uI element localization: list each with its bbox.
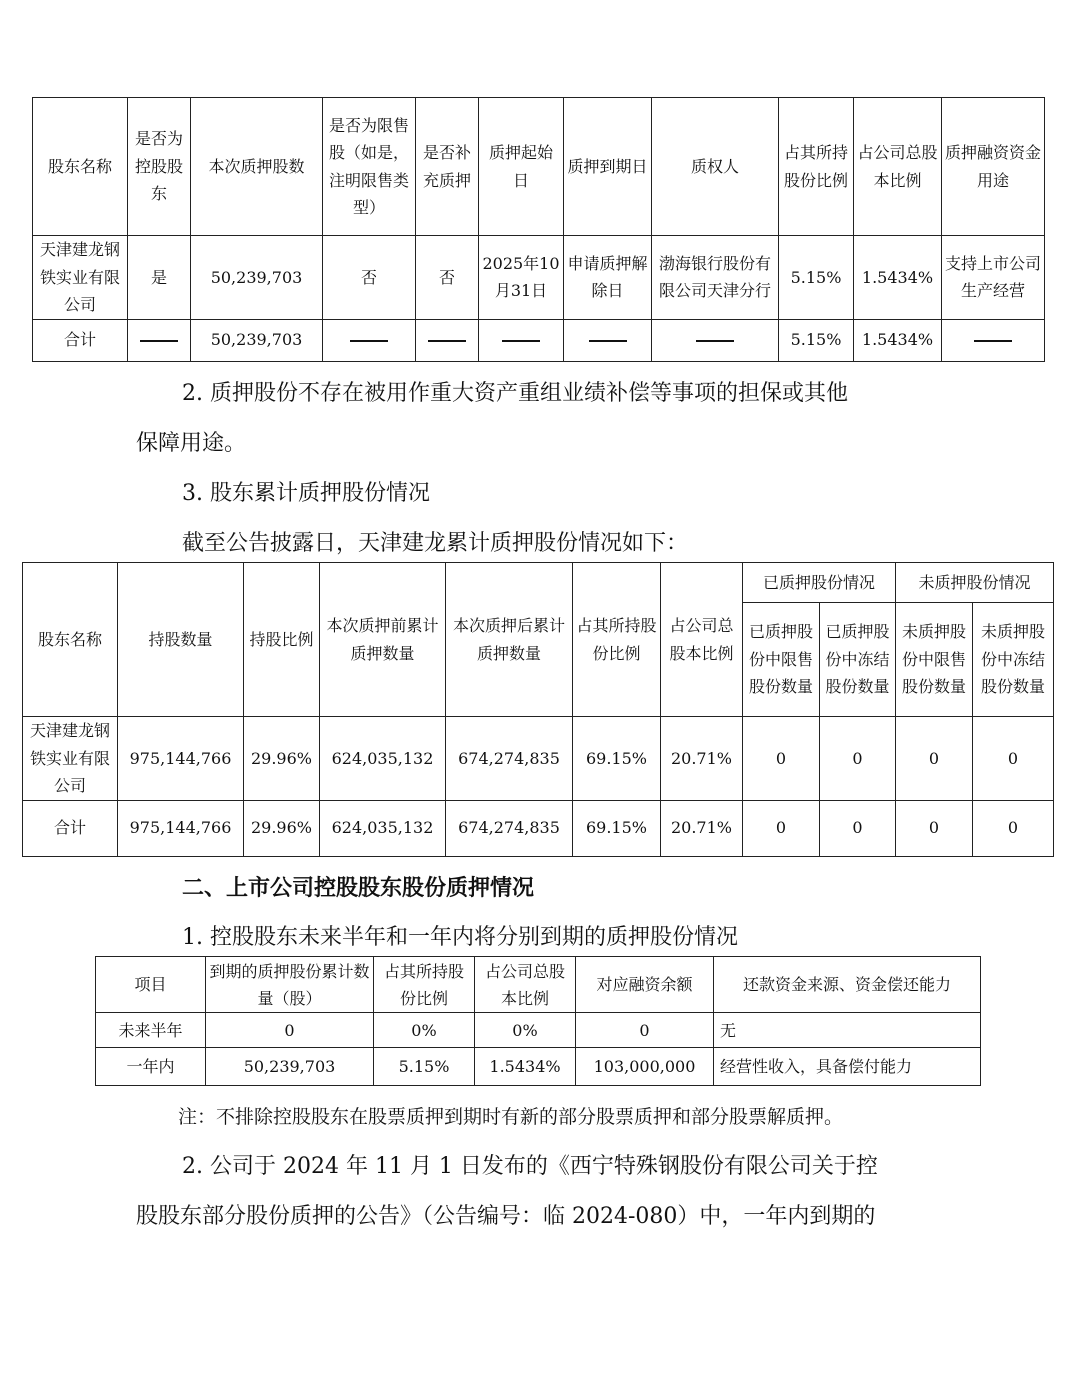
table-cell: 渤海银行股份有限公司天津分行 [652, 236, 779, 320]
pledge-detail-table [32, 97, 1045, 362]
header-cell: 还款资金来源、资金偿还能力 [714, 957, 981, 1013]
table-cell: 无 [714, 1013, 981, 1048]
table-cell: 未来半年 [96, 1013, 206, 1048]
total-label: 合计 [33, 319, 128, 361]
table-cell: 0 [896, 717, 973, 801]
header-cell: 股东名称 [33, 98, 128, 236]
dash-mark [974, 340, 1012, 342]
header-cell: 是否补充质押 [416, 98, 479, 236]
empty-cell [942, 319, 1045, 361]
table-cell: 0 [820, 717, 896, 801]
header-cell: 对应融资余额 [576, 957, 714, 1013]
table-cell: 是 [128, 236, 191, 320]
table-cell: 69.15% [573, 717, 661, 801]
empty-cell [479, 319, 564, 361]
subheader-cell: 未质押股份中限售股份数量 [896, 603, 973, 717]
table-cell: 0 [576, 1013, 714, 1048]
table-row [23, 717, 1054, 801]
table-cell: 0 [743, 717, 820, 801]
dash-mark [140, 340, 178, 342]
empty-cell [416, 319, 479, 361]
header-cell: 是否为限售股（如是，注明限售类型） [323, 98, 416, 236]
header-cell: 质押融资资金用途 [942, 98, 1045, 236]
table-cell: 624,035,132 [320, 717, 446, 801]
empty-cell [564, 319, 652, 361]
table-cell: 天津建龙钢铁实业有限公司 [23, 717, 118, 801]
table-cell: 69.15% [573, 800, 661, 856]
table-cell: 否 [323, 236, 416, 320]
header-cell: 持股数量 [118, 563, 244, 717]
table-cell: 0 [973, 717, 1054, 801]
header-cell: 质权人 [652, 98, 779, 236]
table-cell: 975,144,766 [118, 717, 244, 801]
table-cell: 合计 [23, 800, 118, 856]
table-cell: 5.15% [779, 236, 854, 320]
table-cell: 50,239,703 [206, 1048, 374, 1086]
header-cell: 本次质押后累计质押数量 [446, 563, 573, 717]
empty-cell [652, 319, 779, 361]
paragraph: 3. 股东累计质押股份情况 [182, 481, 430, 506]
paragraph: 截至公告披露日，天津建龙累计质押股份情况如下： [182, 531, 689, 556]
table-cell: 申请质押解除日 [564, 236, 652, 320]
subheader-cell: 已质押股份中限售股份数量 [743, 603, 820, 717]
dash-mark [589, 340, 627, 342]
table-cell: 0 [896, 800, 973, 856]
total-row [23, 800, 1054, 856]
header-cell: 质押到期日 [564, 98, 652, 236]
header-cell: 本次质押前累计质押数量 [320, 563, 446, 717]
header-cell: 占公司总股本比例 [854, 98, 942, 236]
maturity-table [95, 956, 981, 1086]
table-cell: 2025年10月31日 [479, 236, 564, 320]
header-cell: 项目 [96, 957, 206, 1013]
table-header-row [23, 563, 1054, 603]
header-cell: 本次质押股数 [191, 98, 323, 236]
total-ratio-total: 1.5434% [854, 319, 942, 361]
dash-mark [350, 340, 388, 342]
header-cell: 占公司总股本比例 [661, 563, 743, 717]
table-cell: 20.71% [661, 800, 743, 856]
table-cell: 103,000,000 [576, 1048, 714, 1086]
subheader-cell: 已质押股份中冻结股份数量 [820, 603, 896, 717]
table-cell: 0 [743, 800, 820, 856]
header-group-unpledged: 未质押股份情况 [896, 563, 1054, 603]
table-cell: 天津建龙钢铁实业有限公司 [33, 236, 128, 320]
footnote: 注：不排除控股股东在股票质押到期时有新的部分股票质押和部分股票解质押。 [178, 1106, 844, 1128]
table-cell: 29.96% [244, 800, 320, 856]
dash-mark [502, 340, 540, 342]
paragraph: 保障用途。 [136, 431, 247, 456]
table-cell: 5.15% [374, 1048, 475, 1086]
section-heading: 二、上市公司控股股东股份质押情况 [182, 875, 535, 901]
table-row [96, 1048, 981, 1086]
dash-mark [696, 340, 734, 342]
header-cell: 是否为控股股东 [128, 98, 191, 236]
table-cell: 0 [820, 800, 896, 856]
cumulative-pledge-table [22, 562, 1054, 857]
table-cell: 0 [206, 1013, 374, 1048]
header-cell: 占公司总股本比例 [475, 957, 576, 1013]
empty-cell [323, 319, 416, 361]
table-cell: 674,274,835 [446, 800, 573, 856]
table-cell: 否 [416, 236, 479, 320]
subheader-cell: 未质押股份中冻结股份数量 [973, 603, 1054, 717]
table-header-row [96, 957, 981, 1013]
table-cell: 支持上市公司生产经营 [942, 236, 1045, 320]
table-cell: 624,035,132 [320, 800, 446, 856]
header-group-pledged: 已质押股份情况 [743, 563, 896, 603]
table-cell: 0% [374, 1013, 475, 1048]
paragraph: 股股东部分股份质押的公告》（公告编号：临 2024-080）中，一年内到期的 [136, 1204, 876, 1229]
header-cell: 质押起始日 [479, 98, 564, 236]
table-cell: 1.5434% [854, 236, 942, 320]
table-cell: 674,274,835 [446, 717, 573, 801]
header-cell: 持股比例 [244, 563, 320, 717]
table-cell: 29.96% [244, 717, 320, 801]
dash-mark [428, 340, 466, 342]
total-ratio-own: 5.15% [779, 319, 854, 361]
header-cell: 占其所持股份比例 [374, 957, 475, 1013]
table-row [96, 1013, 981, 1048]
table-cell: 0 [973, 800, 1054, 856]
header-cell: 股东名称 [23, 563, 118, 717]
paragraph: 1. 控股股东未来半年和一年内将分别到期的质押股份情况 [182, 925, 738, 950]
table-cell: 一年内 [96, 1048, 206, 1086]
table-row [33, 236, 1045, 320]
table-cell: 20.71% [661, 717, 743, 801]
table-cell: 经营性收入，具备偿付能力 [714, 1048, 981, 1086]
empty-cell [128, 319, 191, 361]
paragraph: 2. 质押股份不存在被用作重大资产重组业绩补偿等事项的担保或其他 [182, 381, 848, 406]
total-row [33, 319, 1045, 361]
table-cell: 0% [475, 1013, 576, 1048]
header-cell: 占其所持股份比例 [573, 563, 661, 717]
header-cell: 到期的质押股份累计数量（股） [206, 957, 374, 1013]
table-cell: 975,144,766 [118, 800, 244, 856]
header-cell: 占其所持股份比例 [779, 98, 854, 236]
paragraph: 2. 公司于 2024 年 11 月 1 日发布的《西宁特殊钢股份有限公司关于控 [182, 1154, 878, 1179]
table-header-row [33, 98, 1045, 236]
total-shares: 50,239,703 [191, 319, 323, 361]
table-cell: 50,239,703 [191, 236, 323, 320]
table-cell: 1.5434% [475, 1048, 576, 1086]
